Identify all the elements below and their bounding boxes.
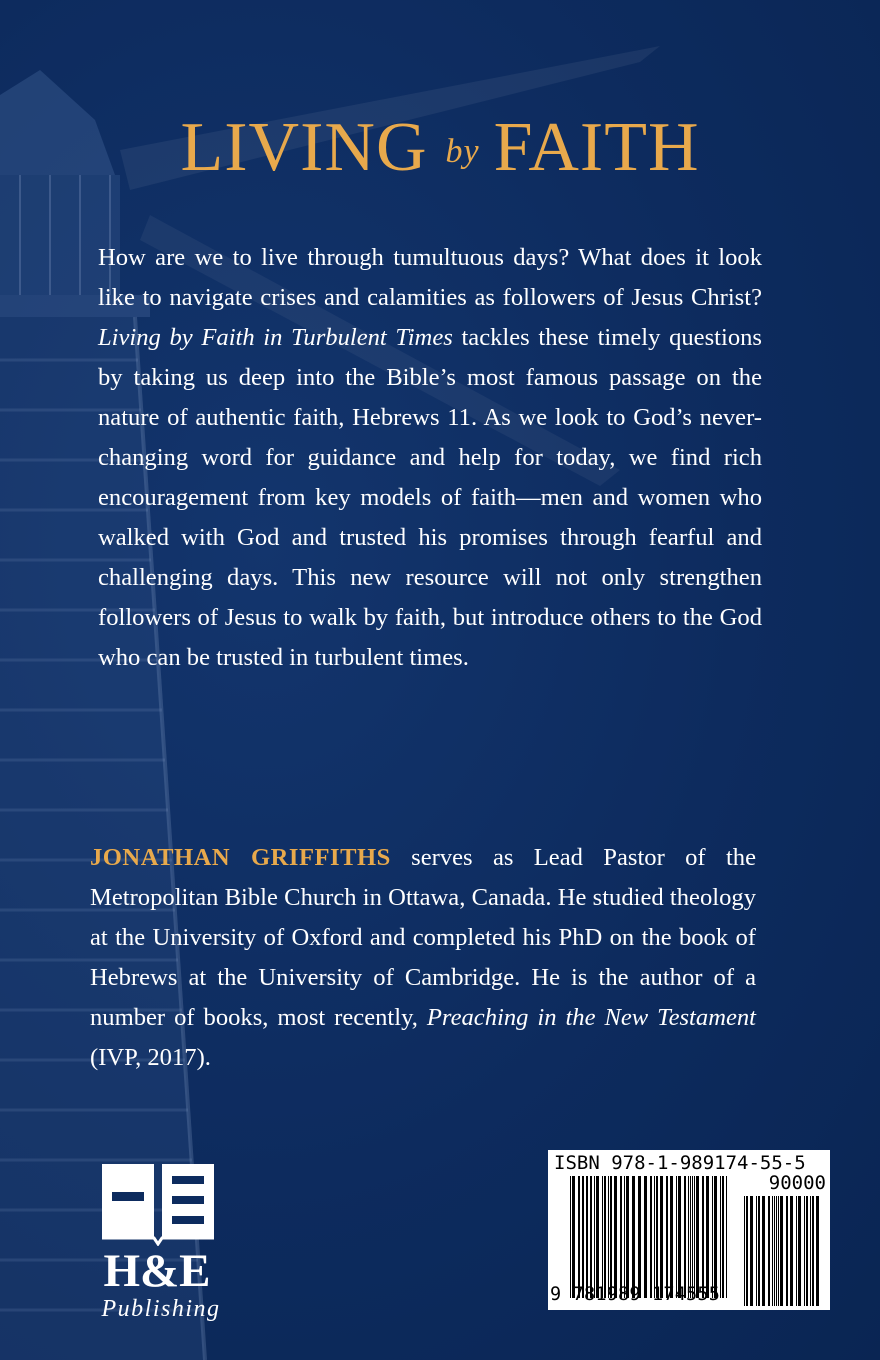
barcode-bar bbox=[692, 1176, 693, 1298]
publisher-logo bbox=[90, 1162, 240, 1332]
addon-bar bbox=[744, 1196, 745, 1306]
book-title bbox=[0, 108, 880, 192]
barcode-bar bbox=[572, 1176, 575, 1298]
barcode-bar bbox=[596, 1176, 599, 1298]
barcode-bar bbox=[722, 1176, 724, 1298]
barcode-bar bbox=[644, 1176, 647, 1298]
barcode-bar bbox=[714, 1176, 717, 1298]
author-book-title: Preaching in the New Testament bbox=[426, 1004, 756, 1031]
barcode-bar bbox=[624, 1176, 625, 1298]
book-logo-icon bbox=[100, 1162, 216, 1246]
addon-bar bbox=[806, 1196, 808, 1306]
barcode-bar bbox=[660, 1176, 663, 1298]
addon-bar bbox=[750, 1196, 753, 1306]
addon-bar bbox=[772, 1196, 773, 1306]
barcode-bar bbox=[610, 1176, 612, 1298]
barcode-bar bbox=[694, 1176, 695, 1298]
addon-bar bbox=[804, 1196, 805, 1306]
author-bio-end: (IVP, 2017). bbox=[90, 1044, 211, 1071]
barcode-bar bbox=[590, 1176, 592, 1298]
addon-bar bbox=[756, 1196, 757, 1306]
addon-bar bbox=[774, 1196, 775, 1306]
blurb-rest: tackles these timely questions by taking us deep into the Bible’s most famous passage on the nature of authentic faith, Hebrews 11. As we look to God’s never-changing word for guidance and help for today, we find rich encouragement from key models of faith—men and women who walked with God and trusted his promises through fearful and challenging days. This new resource will not only strengthen followers of Jesus to walk by faith, but introduce others to the God who can be trusted in turbulent times. bbox=[98, 324, 762, 671]
barcode-bar bbox=[620, 1176, 622, 1298]
barcode-bar bbox=[676, 1176, 677, 1298]
barcode-bar bbox=[578, 1176, 580, 1298]
isbn-barcode bbox=[548, 1150, 830, 1310]
barcode-bar bbox=[720, 1176, 721, 1298]
barcode-bar bbox=[638, 1176, 641, 1298]
book-description bbox=[98, 238, 762, 678]
barcode-bar bbox=[666, 1176, 668, 1298]
barcode-bar bbox=[570, 1176, 571, 1298]
barcode-bar bbox=[586, 1176, 588, 1298]
barcode-bar bbox=[678, 1176, 681, 1298]
isbn-label: ISBN 978-1-989174-55-5 bbox=[554, 1152, 806, 1174]
barcode-bar bbox=[654, 1176, 655, 1298]
barcode-bar bbox=[696, 1176, 699, 1298]
blurb-intro: How are we to live through tumultuous days? What does it look like to navigate crises and calamities as followers of Jesus Christ? bbox=[98, 244, 762, 311]
addon-bar bbox=[798, 1196, 801, 1306]
publisher-subtitle: Publishing bbox=[101, 1296, 221, 1322]
addon-bar bbox=[790, 1196, 793, 1306]
barcode-bar bbox=[582, 1176, 584, 1298]
author-name: JONATHAN GRIFFITHS bbox=[90, 844, 391, 871]
barcode-bar bbox=[726, 1176, 727, 1298]
author-bio bbox=[90, 838, 756, 1078]
barcode-bar bbox=[702, 1176, 704, 1298]
barcode-bar bbox=[706, 1176, 709, 1298]
addon-bar bbox=[812, 1196, 814, 1306]
barcode-bar bbox=[594, 1176, 595, 1298]
author-bio-text: serves as Lead Pastor of the Metropolitan Bible Church in Ottawa, Canada. He studied theology at the University of Oxford and completed his PhD on the book of Hebrews at the University of Cambridge. He is the author of a number of books, most recently, bbox=[90, 844, 756, 1031]
barcode-bar bbox=[632, 1176, 635, 1298]
barcode-bar bbox=[602, 1176, 603, 1298]
barcode-bar bbox=[670, 1176, 673, 1298]
barcode-bar bbox=[684, 1176, 686, 1298]
isbn-digits: 9 781989 174555 bbox=[550, 1284, 721, 1305]
title-by: by bbox=[445, 133, 480, 170]
barcode-bar bbox=[608, 1176, 609, 1298]
addon-bar bbox=[810, 1196, 811, 1306]
addon-bar bbox=[776, 1196, 777, 1306]
addon-bar bbox=[762, 1196, 765, 1306]
addon-bar bbox=[816, 1196, 819, 1306]
publisher-name: H&E bbox=[103, 1245, 211, 1297]
barcode-bar bbox=[712, 1176, 713, 1298]
barcode-bar bbox=[656, 1176, 658, 1298]
barcode-bar bbox=[688, 1176, 689, 1298]
title-living: LIVING bbox=[180, 109, 428, 186]
addon-bar bbox=[780, 1196, 783, 1306]
addon-bar bbox=[746, 1196, 748, 1306]
addon-bar bbox=[768, 1196, 770, 1306]
barcode-bar bbox=[604, 1176, 606, 1298]
addon-bar bbox=[786, 1196, 788, 1306]
barcode-bar bbox=[650, 1176, 652, 1298]
addon-bar bbox=[778, 1196, 779, 1306]
barcode-bar bbox=[614, 1176, 617, 1298]
barcode-bar bbox=[690, 1176, 691, 1298]
title-faith: FAITH bbox=[493, 109, 700, 186]
addon-bar bbox=[758, 1196, 760, 1306]
isbn-addon: 90000 bbox=[768, 1172, 826, 1194]
addon-bar bbox=[796, 1196, 797, 1306]
barcode-bar bbox=[626, 1176, 629, 1298]
blurb-book-title: Living by Faith in Turbulent Times bbox=[98, 324, 453, 351]
